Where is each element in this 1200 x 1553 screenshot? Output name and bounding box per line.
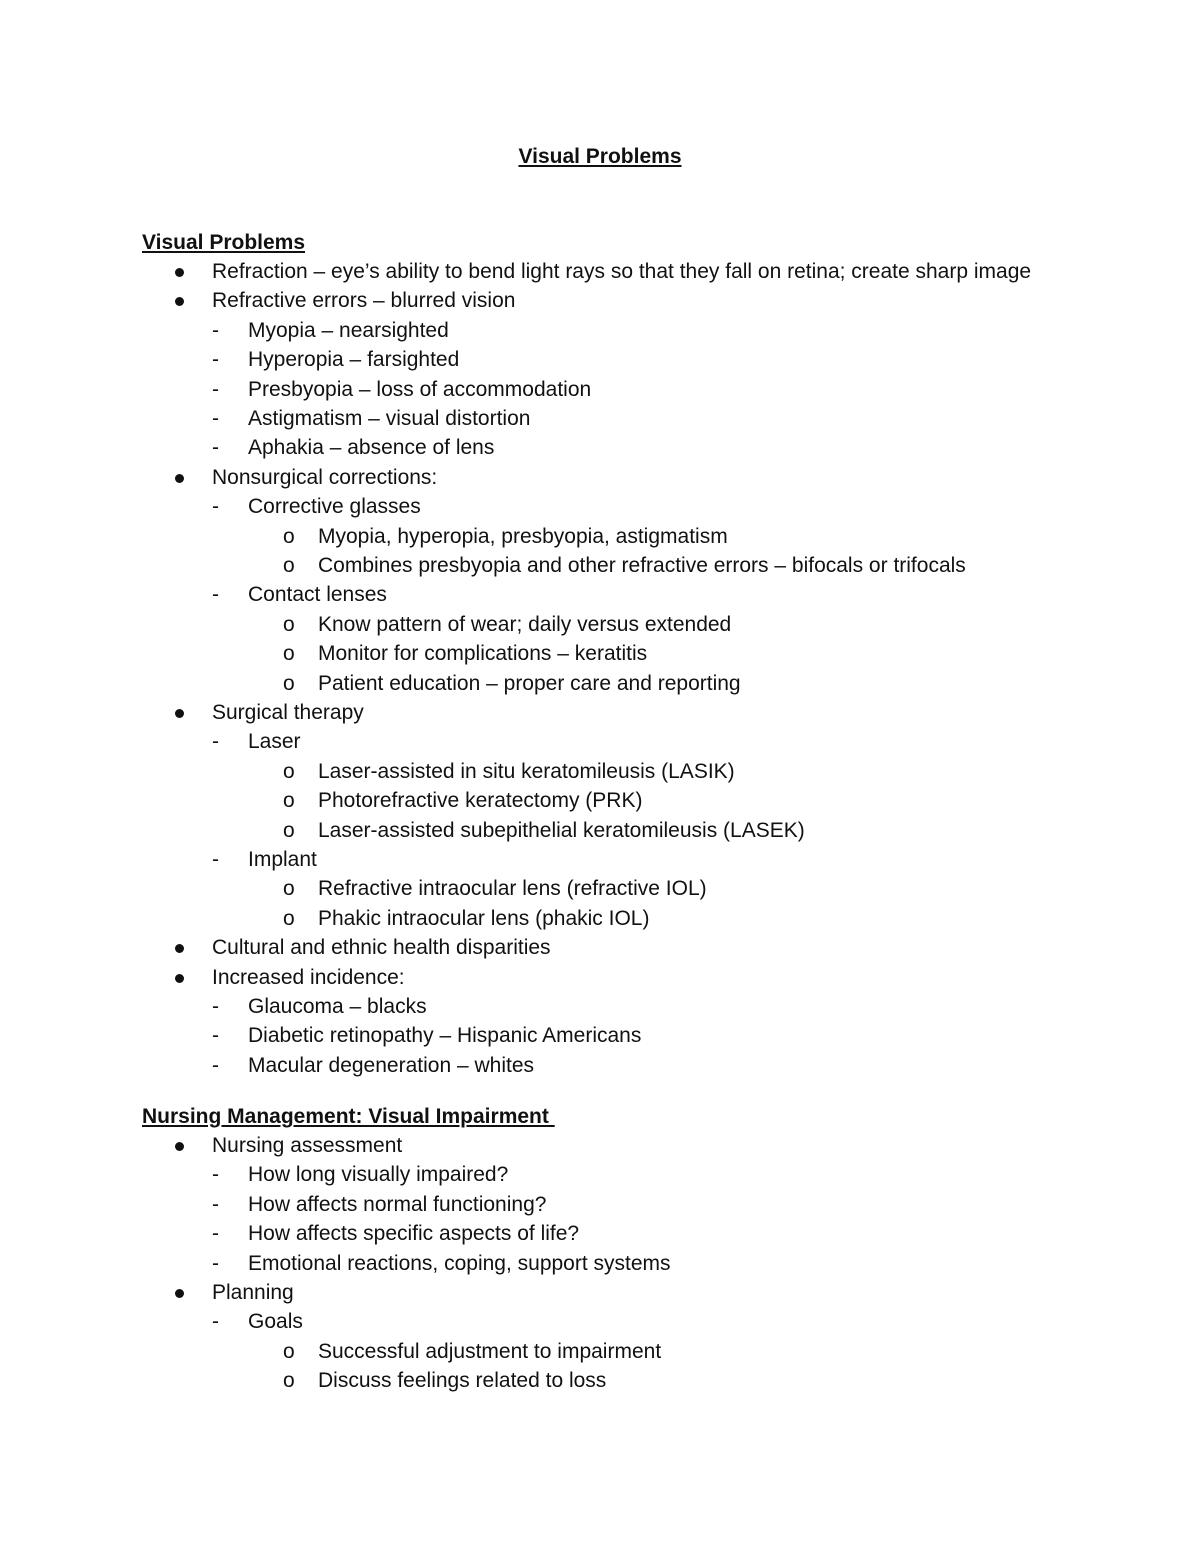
list-item (0, 1338, 1200, 1366)
list-item (0, 905, 1200, 933)
bullet-icon (175, 944, 184, 953)
circle-marker: o (283, 672, 295, 695)
list-item-text: How affects normal functioning? (248, 1193, 547, 1216)
list-item-text: Implant (248, 848, 317, 871)
list-item (0, 611, 1200, 639)
list-item (0, 1022, 1200, 1050)
list-item (0, 699, 1200, 727)
bullet-icon (175, 974, 184, 983)
dash-marker: - (212, 1163, 219, 1186)
dash-marker: - (212, 995, 219, 1018)
list-item-text: Myopia, hyperopia, presbyopia, astigmatism (318, 525, 728, 548)
list-item-text: Successful adjustment to impairment (318, 1340, 662, 1363)
list-item (0, 964, 1200, 992)
list-item (0, 523, 1200, 551)
list-item (0, 1161, 1200, 1189)
list-item (0, 875, 1200, 903)
dash-marker: - (212, 319, 219, 342)
list-item-text: Photorefractive keratectomy (PRK) (318, 789, 643, 812)
list-item (0, 493, 1200, 521)
circle-marker: o (283, 1369, 295, 1392)
list-item-text: Surgical therapy (212, 701, 364, 724)
dash-marker: - (212, 436, 219, 459)
list-item (0, 817, 1200, 845)
list-item (0, 581, 1200, 609)
list-item (0, 670, 1200, 698)
list-item-text: Nonsurgical corrections: (212, 466, 438, 489)
list-item-text: Hyperopia – farsighted (248, 348, 460, 371)
dash-marker: - (212, 848, 219, 871)
list-item-text: Refractive intraocular lens (refractive IOL) (318, 877, 707, 900)
list-item (0, 1191, 1200, 1219)
dash-marker: - (212, 495, 219, 518)
dash-marker: - (212, 348, 219, 371)
list-item-text: Phakic intraocular lens (phakic IOL) (318, 907, 650, 930)
list-item-text: How affects specific aspects of life? (248, 1222, 580, 1245)
dash-marker: - (212, 1310, 219, 1333)
list-item-text: Macular degeneration – whites (248, 1054, 535, 1077)
list-item (0, 1250, 1200, 1278)
list-item (0, 552, 1200, 580)
list-item-text: Discuss feelings related to loss (318, 1369, 607, 1392)
dash-marker: - (212, 407, 219, 430)
list-item (0, 758, 1200, 786)
list-item (0, 787, 1200, 815)
list-item-text: Laser-assisted in situ keratomileusis (LASIK) (318, 760, 735, 783)
list-item-text: Cultural and ethnic health disparities (212, 936, 551, 959)
list-item-text: Refraction – eye’s ability to bend light rays so that they fall on retina; create sharp image (212, 260, 1032, 283)
dash-marker: - (212, 583, 219, 606)
dash-marker: - (212, 1193, 219, 1216)
list-item (0, 934, 1200, 962)
list-item-text: Refractive errors – blurred vision (212, 289, 516, 312)
circle-marker: o (283, 877, 295, 900)
circle-marker: o (283, 613, 295, 636)
list-item (0, 317, 1200, 345)
list-item (0, 346, 1200, 374)
list-item-text: Nursing assessment (212, 1134, 403, 1157)
dash-marker: - (212, 730, 219, 753)
circle-marker: o (283, 819, 295, 842)
list-item (0, 1220, 1200, 1248)
list-item-text: Contact lenses (248, 583, 387, 606)
list-item-text: Myopia – nearsighted (248, 319, 449, 342)
list-item-text: Laser-assisted subepithelial keratomileusis (LASEK) (318, 819, 805, 842)
circle-marker: o (283, 760, 295, 783)
bullet-icon (175, 474, 184, 483)
list-item-text: Presbyopia – loss of accommodation (248, 378, 592, 401)
list-item-text: Combines presbyopia and other refractive errors – bifocals or trifocals (318, 554, 966, 577)
list-item-text: Planning (212, 1281, 294, 1304)
circle-marker: o (283, 1340, 295, 1363)
list-item (0, 1308, 1200, 1336)
list-item-text: Astigmatism – visual distortion (248, 407, 531, 430)
section-heading-visual-problems: Visual Problems (142, 231, 306, 254)
list-item (0, 1279, 1200, 1307)
list-item-text: Monitor for complications – keratitis (318, 642, 648, 665)
list-item (0, 728, 1200, 756)
bullet-icon (175, 709, 184, 718)
dash-marker: - (212, 378, 219, 401)
list-item (0, 846, 1200, 874)
list-item (0, 1367, 1200, 1395)
list-item-text: How long visually impaired? (248, 1163, 509, 1186)
circle-marker: o (283, 907, 295, 930)
bullet-icon (175, 1142, 184, 1151)
circle-marker: o (283, 642, 295, 665)
list-item (0, 434, 1200, 462)
circle-marker: o (283, 525, 295, 548)
bullet-icon (175, 1289, 184, 1298)
list-item-text: Goals (248, 1310, 303, 1333)
bullet-icon (175, 297, 184, 306)
circle-marker: o (283, 554, 295, 577)
list-item-text: Glaucoma – blacks (248, 995, 427, 1018)
dash-marker: - (212, 1222, 219, 1245)
document-title: Visual Problems (518, 145, 682, 168)
circle-marker: o (283, 789, 295, 812)
list-item-text: Increased incidence: (212, 966, 405, 989)
list-item (0, 287, 1200, 315)
list-item-text: Know pattern of wear; daily versus extended (318, 613, 732, 636)
list-item (0, 258, 1200, 286)
list-item (0, 640, 1200, 668)
list-item-text: Laser (248, 730, 301, 753)
dash-marker: - (212, 1252, 219, 1275)
list-item (0, 1132, 1200, 1160)
list-item (0, 376, 1200, 404)
dash-marker: - (212, 1024, 219, 1047)
dash-marker: - (212, 1054, 219, 1077)
list-item (0, 405, 1200, 433)
list-item (0, 993, 1200, 1021)
list-item-text: Corrective glasses (248, 495, 421, 518)
list-item-text: Aphakia – absence of lens (248, 436, 495, 459)
list-item-text: Emotional reactions, coping, support systems (248, 1252, 671, 1275)
bullet-icon (175, 268, 184, 277)
list-item (0, 464, 1200, 492)
list-item-text: Diabetic retinopathy – Hispanic Americans (248, 1024, 642, 1047)
list-item-text: Patient education – proper care and reporting (318, 672, 741, 695)
section-heading-nursing-management: Nursing Management: Visual Impairment (142, 1105, 555, 1128)
list-item (0, 1052, 1200, 1080)
